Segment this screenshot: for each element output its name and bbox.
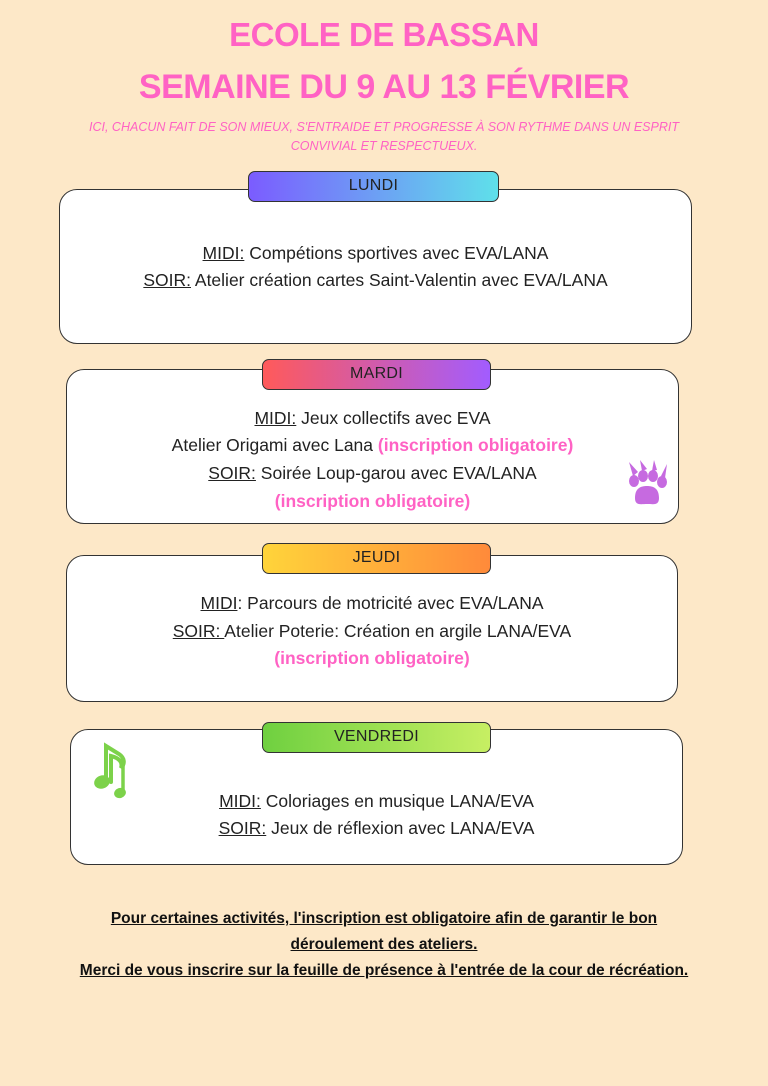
vendredi-pill: VENDREDI (262, 722, 491, 753)
midi-text: : Parcours de motricité avec EVA/LANA (237, 593, 544, 613)
footer-line-1: Pour certaines activités, l'inscription est obligatoire afin de garantir le bon (110, 910, 658, 927)
midi-label: MIDI: (254, 408, 297, 428)
soir-text: Jeux de réflexion avec LANA/EVA (266, 818, 535, 838)
lundi-pill: LUNDI (248, 171, 499, 202)
jeudi-soir-note (67, 648, 677, 669)
midi-text: Coloriages en musique LANA/EVA (260, 791, 534, 811)
mardi-soir (67, 463, 678, 484)
mardi-card (66, 369, 679, 524)
jeudi-soir (67, 621, 677, 642)
midi-label: MIDI (200, 593, 238, 613)
motto-line-1: ICI, CHACUN FAIT DE SON MIEUX, S'ENTRAIDE ET PROGRESSE À SON RYTHME DANS UN ESPRIT (89, 120, 679, 134)
midi-label: MIDI: (202, 243, 245, 263)
soir-label: SOIR: (208, 463, 256, 483)
vendredi-midi (71, 791, 682, 812)
jeudi-card (66, 555, 678, 702)
mardi-origami (67, 435, 678, 456)
mardi-soir-note (67, 491, 678, 512)
registration-note: (inscription obligatoire) (274, 648, 470, 668)
paw-icon (625, 460, 669, 510)
midi-text: Jeux collectifs avec EVA (296, 408, 491, 428)
music-note-icon (91, 740, 135, 802)
jeudi-midi (67, 593, 677, 614)
soir-text: Atelier Poterie: Création en argile LANA/EVA (224, 621, 572, 641)
lundi-card (59, 189, 692, 344)
origami-text: Atelier Origami avec Lana (171, 435, 378, 455)
motto-line-2: CONVIVIAL ET RESPECTUEUX. (290, 139, 478, 153)
midi-label: MIDI: (219, 791, 261, 811)
vendredi-soir (71, 818, 682, 839)
mardi-midi (67, 408, 678, 429)
lundi-soir (60, 270, 691, 291)
mardi-pill: MARDI (262, 359, 491, 390)
lundi-midi (60, 243, 691, 264)
page-title: ECOLE DE BASSAN (229, 16, 539, 53)
soir-label: SOIR: (218, 818, 267, 838)
motto (40, 118, 728, 156)
soir-text: Soirée Loup-garou avec EVA/LANA (255, 463, 537, 483)
jeudi-pill: JEUDI (262, 543, 491, 574)
soir-label: SOIR: (143, 270, 191, 290)
footer-line-3: Merci de vous inscrire sur la feuille de présence à l'entrée de la cour de récréation. (79, 962, 689, 979)
footer-line-2: déroulement des ateliers. (290, 936, 478, 953)
soir-label: SOIR: (172, 621, 225, 641)
midi-text: Compétions sportives avec EVA/LANA (244, 243, 549, 263)
registration-note: (inscription obligatoire) (377, 435, 574, 455)
soir-text: Atelier création cartes Saint-Valentin avec EVA/LANA (191, 270, 608, 290)
week-title: SEMAINE DU 9 AU 13 FÉVRIER (138, 68, 630, 106)
registration-note: (inscription obligatoire) (274, 491, 471, 511)
